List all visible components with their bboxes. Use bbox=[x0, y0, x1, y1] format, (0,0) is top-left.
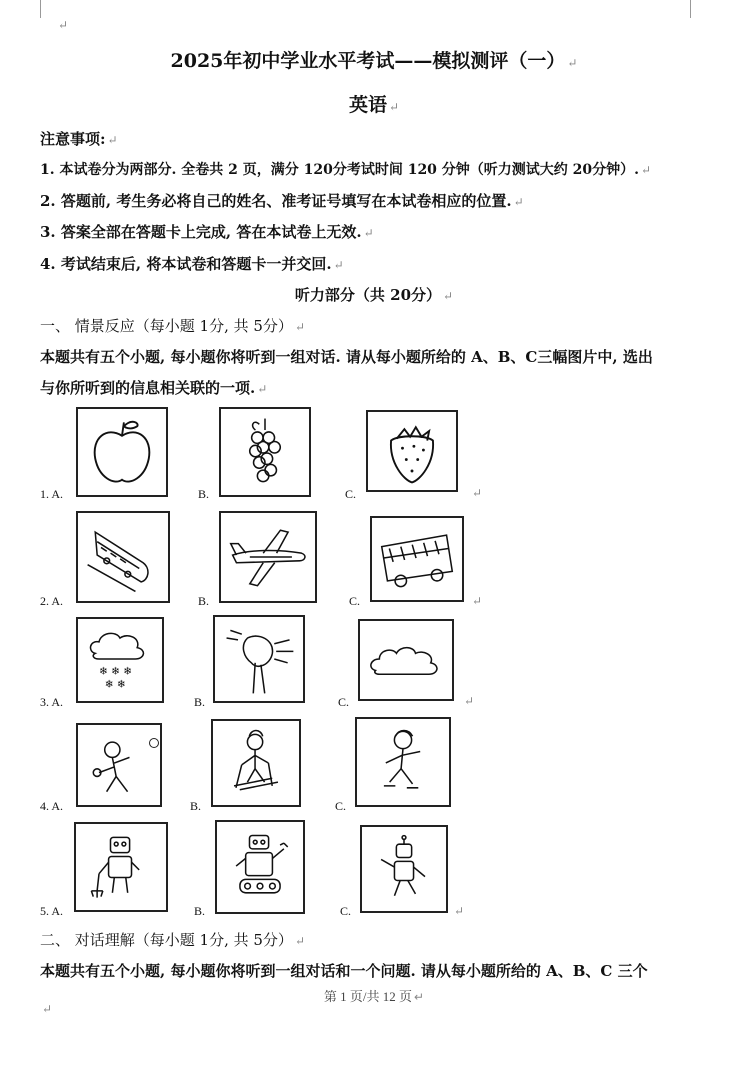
option-label: 1. A. bbox=[40, 487, 64, 501]
listening-title: 听力部分（共 20分） ↵ bbox=[294, 286, 454, 304]
section2-title: 二、 对话理解（每小题 1分, 共 5分） ↵ bbox=[40, 931, 305, 949]
option-label: B. bbox=[190, 799, 202, 813]
paragraph-mark: ↵ bbox=[464, 694, 475, 708]
paragraph-mark: ↵ bbox=[472, 486, 483, 500]
option-label: C. bbox=[349, 594, 361, 608]
note-item: 4. 考试结束后, 将本试卷和答题卡一并交回. ↵ bbox=[40, 255, 344, 273]
corner-mark-right bbox=[690, 0, 691, 18]
option-label: B. bbox=[198, 594, 210, 608]
robot-tank-image bbox=[215, 820, 305, 914]
paragraph-mark: ↵ bbox=[472, 594, 483, 608]
snowball-icon bbox=[149, 738, 159, 748]
airplane-image bbox=[219, 511, 317, 603]
option-label: C. bbox=[335, 799, 347, 813]
skiing-kid-image bbox=[211, 719, 301, 807]
option-label: C. bbox=[345, 487, 357, 501]
section2-instruction: 本题共有五个小题, 每小题你将听到一组对话和一个问题. 请从每小题所给的 A、B、C 三个 bbox=[40, 962, 648, 980]
page-footer: 第 1 页/共 12 页 ↵ bbox=[323, 989, 425, 1004]
section1-instruction: 与你所听到的信息相关联的一项. ↵ bbox=[40, 379, 268, 397]
option-label: B. bbox=[194, 904, 206, 918]
grapes-image bbox=[219, 407, 311, 497]
section1-instruction: 本题共有五个小题, 每小题你将听到一组对话. 请从每小题所给的 A、B、C三幅图片中, 选出 bbox=[40, 348, 653, 366]
corner-mark-left bbox=[40, 0, 41, 18]
option-label: B. bbox=[198, 487, 210, 501]
skating-kid-image bbox=[355, 717, 451, 807]
option-label: B. bbox=[194, 695, 206, 709]
robot-broom-image bbox=[74, 822, 168, 912]
strawberry-image bbox=[366, 410, 458, 492]
note-item: 2. 答题前, 考生务必将自己的姓名、准考证号填写在本试卷相应的位置. ↵ bbox=[40, 192, 524, 210]
apple-image bbox=[76, 407, 168, 497]
paragraph-mark: ↵ bbox=[42, 1002, 53, 1016]
note-item: 1. 本试卷分为两部分. 全卷共 2 页，满分 120分考试时间 120 分钟（听力测试大约 20分钟）. ↵ bbox=[40, 162, 652, 178]
paragraph-mark: ↵ bbox=[58, 18, 69, 32]
option-label: 3. A. bbox=[40, 695, 64, 709]
section1-title: 一、 情景反应（每小题 1分, 共 5分） ↵ bbox=[40, 317, 305, 335]
option-label: 5. A. bbox=[40, 904, 64, 918]
notes-heading: 注意事项: ↵ bbox=[40, 130, 118, 148]
train-image bbox=[76, 511, 170, 603]
svg-text:❄ ❄: ❄ ❄ bbox=[104, 678, 126, 691]
windy-tree-image bbox=[213, 615, 305, 703]
cloud-image bbox=[358, 619, 454, 701]
robot-dance-image bbox=[360, 825, 448, 913]
paragraph-mark: ↵ bbox=[454, 904, 465, 918]
note-item: 3. 答案全部在答题卡上完成, 答在本试卷上无效. ↵ bbox=[40, 223, 374, 241]
snow-cloud-image bbox=[76, 617, 164, 703]
subject-title: 英语 ↵ bbox=[348, 94, 400, 116]
option-label: C. bbox=[338, 695, 350, 709]
snowball-kid-image bbox=[76, 723, 162, 807]
svg-text:❄ ❄ ❄: ❄ ❄ ❄ bbox=[99, 665, 133, 678]
exam-title: 2025年初中学业水平考试——模拟测评（一） ↵ bbox=[170, 50, 578, 72]
option-label: 2. A. bbox=[40, 594, 64, 608]
option-label: 4. A. bbox=[40, 799, 64, 813]
option-label: C. bbox=[340, 904, 352, 918]
bus-image bbox=[370, 516, 464, 602]
